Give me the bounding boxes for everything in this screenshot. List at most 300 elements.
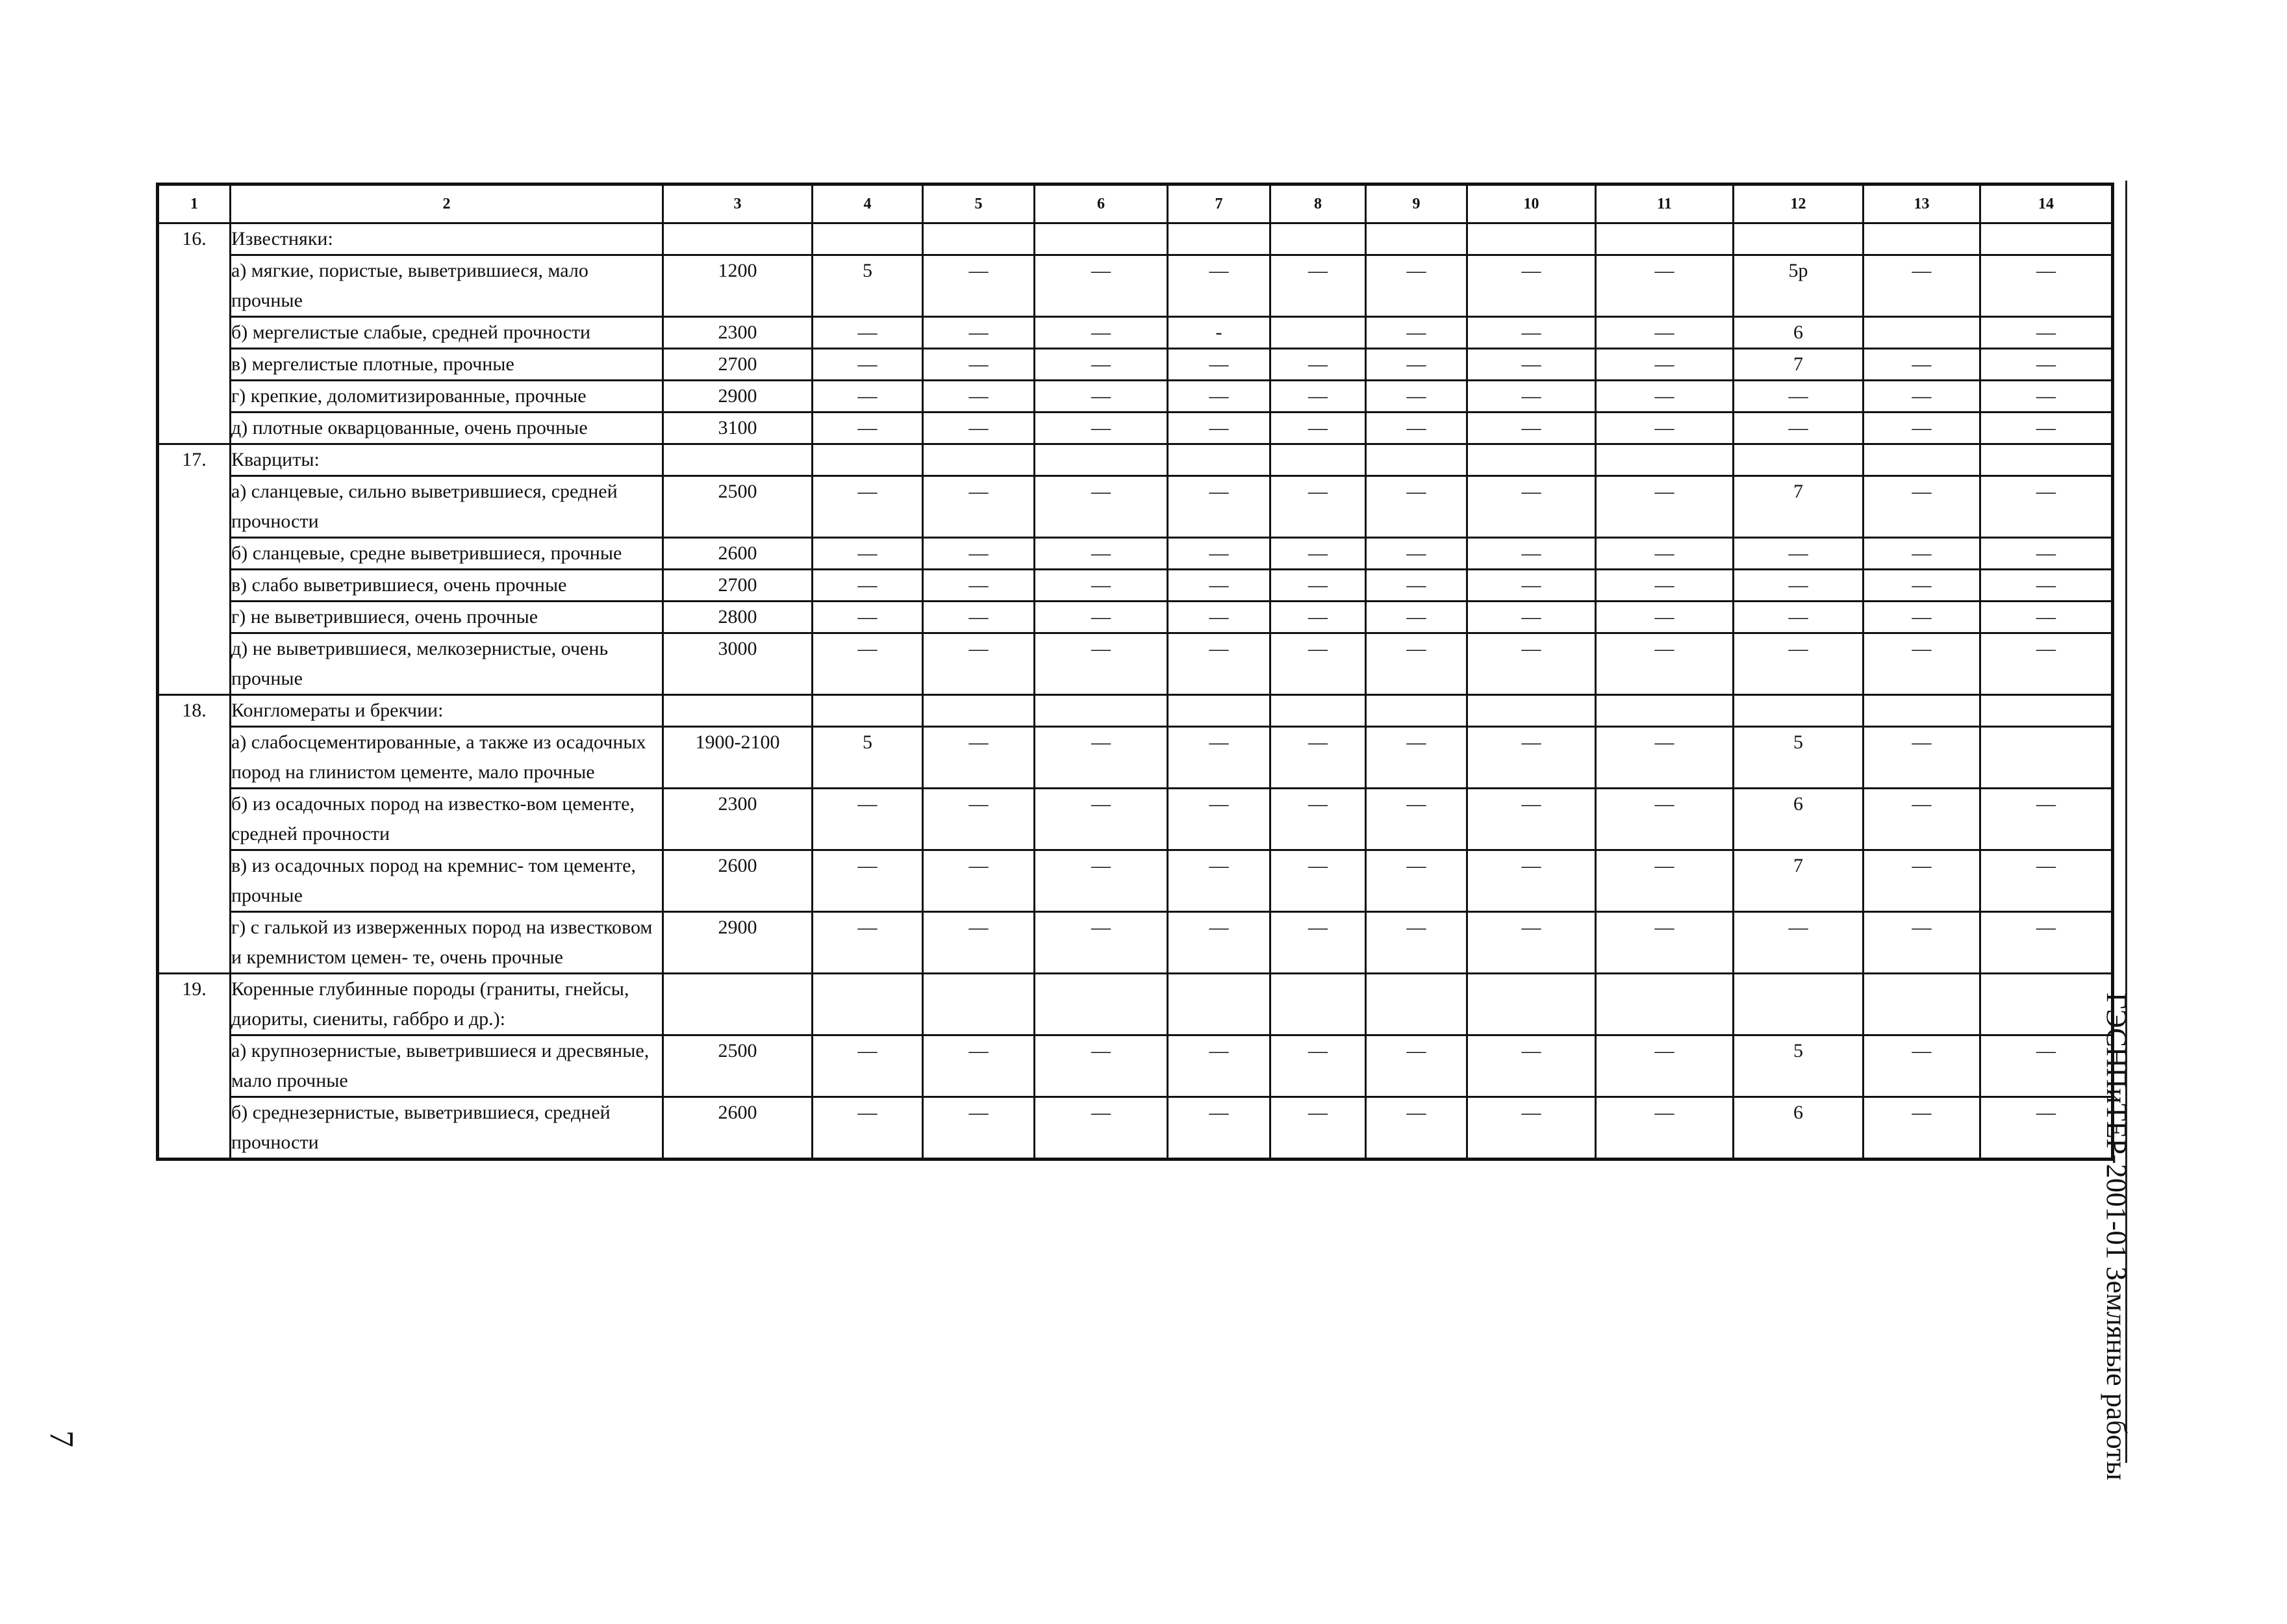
row-cell: — [1980,538,2113,570]
column-header: 13 [1864,184,1980,223]
row-cell [1864,317,1980,349]
group-title-row [158,444,2113,476]
row-cell: - [1168,317,1270,349]
row-cell: — [1467,349,1596,381]
empty-cell [813,974,923,1035]
row-cell: — [1035,912,1168,974]
row-cell: — [1168,1035,1270,1097]
empty-cell [1467,444,1596,476]
row-density: 2900 [663,381,813,412]
row-cell: — [1270,602,1366,633]
empty-cell [1366,974,1467,1035]
row-density: 2300 [663,789,813,850]
row-cell: — [923,317,1035,349]
row-cell: — [813,1035,923,1097]
row-cell: — [1864,727,1980,789]
row-density: 3100 [663,412,813,444]
row-cell: — [1596,602,1734,633]
row-cell: — [1270,476,1366,538]
row-cell: — [1270,381,1366,412]
empty-cell [1168,974,1270,1035]
table-row [158,727,2113,789]
row-cell: — [1168,633,1270,695]
table-row [158,570,2113,602]
row-cell: — [1270,789,1366,850]
row-cell: — [1366,255,1467,317]
row-cell: — [1596,850,1734,912]
row-description: г) с галькой из изверженных пород на известковом и кремнистом цемен- те, очень прочные [231,912,663,974]
row-cell: — [1366,602,1467,633]
empty-cell [1980,974,2113,1035]
row-cell: — [1168,381,1270,412]
column-header: 5 [923,184,1035,223]
row-cell: — [1864,1035,1980,1097]
row-cell: — [1035,476,1168,538]
empty-cell [1366,695,1467,727]
row-cell: — [1366,912,1467,974]
empty-cell [1980,444,2113,476]
empty-cell [1734,974,1864,1035]
row-cell: — [1366,349,1467,381]
row-description: а) сланцевые, сильно выветрившиеся, средней прочности [231,476,663,538]
group-number: 19. [158,974,231,1160]
empty-cell [1035,695,1168,727]
row-cell: — [1467,317,1596,349]
group-title: Конгломераты и брекчии: [231,695,663,727]
row-cell: — [1596,538,1734,570]
row-cell: — [1035,317,1168,349]
row-cell: — [813,570,923,602]
row-cell: — [1467,255,1596,317]
row-cell: — [1864,633,1980,695]
table-row [158,349,2113,381]
empty-cell [1596,223,1734,255]
row-cell: 5р [1734,255,1864,317]
row-description: б) мергелистые слабые, средней прочности [231,317,663,349]
row-cell: — [1035,349,1168,381]
column-header: 7 [1168,184,1270,223]
row-cell: — [1596,381,1734,412]
row-cell: — [1035,602,1168,633]
row-cell: — [1366,412,1467,444]
row-cell: — [1168,1097,1270,1160]
column-header: 9 [1366,184,1467,223]
empty-cell [1035,974,1168,1035]
row-cell: — [1467,789,1596,850]
row-cell: — [1596,1097,1734,1160]
row-cell: — [1596,349,1734,381]
empty-cell [923,974,1035,1035]
row-description: в) из осадочных пород на кремнис- том цементе, прочные [231,850,663,912]
row-cell: — [813,850,923,912]
column-header: 11 [1596,184,1734,223]
empty-cell [923,444,1035,476]
row-cell: — [1734,412,1864,444]
row-description: а) крупнозернистые, выветрившиеся и дресвяные, мало прочные [231,1035,663,1097]
row-cell: — [923,850,1035,912]
row-cell: — [813,412,923,444]
row-cell: — [1596,727,1734,789]
row-cell: — [813,1097,923,1160]
row-cell: — [1035,789,1168,850]
row-cell: — [923,538,1035,570]
row-cell: — [1864,476,1980,538]
row-cell: — [1467,538,1596,570]
row-description: б) среднезернистые, выветрившиеся, средней прочности [231,1097,663,1160]
row-cell: — [1168,349,1270,381]
table-row [158,381,2113,412]
row-cell: — [1864,381,1980,412]
row-cell: — [1168,570,1270,602]
empty-cell [1596,974,1734,1035]
row-cell: — [923,789,1035,850]
row-cell: — [1467,1035,1596,1097]
table-row [158,602,2113,633]
empty-cell [813,444,923,476]
empty-cell [1467,695,1596,727]
column-header: 3 [663,184,813,223]
row-cell: 7 [1734,349,1864,381]
row-cell: — [1168,255,1270,317]
row-cell: — [1596,570,1734,602]
column-header: 14 [1980,184,2113,223]
empty-cell [1168,695,1270,727]
empty-cell [1734,444,1864,476]
row-cell: — [1366,789,1467,850]
row-cell: 5 [813,727,923,789]
row-cell: — [923,912,1035,974]
row-cell: — [1864,538,1980,570]
row-cell: — [1168,602,1270,633]
row-cell: — [1980,850,2113,912]
empty-cell [1980,695,2113,727]
row-cell: 5 [1734,727,1864,789]
table-row [158,412,2113,444]
row-cell: — [1270,633,1366,695]
empty-cell [1864,223,1980,255]
row-cell: — [1270,1097,1366,1160]
empty-cell [813,223,923,255]
row-cell: — [813,912,923,974]
header-row [158,184,2113,223]
row-cell: — [1596,789,1734,850]
empty-cell [1864,974,1980,1035]
empty-cell [663,695,813,727]
row-cell: — [1467,727,1596,789]
empty-cell [1864,444,1980,476]
row-cell: — [1980,476,2113,538]
row-cell: — [813,476,923,538]
row-cell: — [923,412,1035,444]
row-density: 2500 [663,476,813,538]
row-cell: — [1864,912,1980,974]
row-cell: — [1864,602,1980,633]
row-cell: — [1734,602,1864,633]
column-header: 4 [813,184,923,223]
row-cell: — [813,633,923,695]
row-cell: — [1366,570,1467,602]
empty-cell [1270,223,1366,255]
page-number: 7 [43,1430,80,1447]
row-cell: — [1168,789,1270,850]
row-cell: — [1734,633,1864,695]
row-cell: — [1035,570,1168,602]
row-cell: — [1035,850,1168,912]
row-cell: — [1734,538,1864,570]
row-cell: — [1035,1035,1168,1097]
row-cell: — [1980,349,2113,381]
row-description: а) слабосцементированные, а также из осадочных пород на глинистом цементе, мало прочные [231,727,663,789]
row-cell: — [1980,255,2113,317]
empty-cell [923,223,1035,255]
row-cell: 5 [813,255,923,317]
row-description: д) не выветрившиеся, мелкозернистые, очень прочные [231,633,663,695]
row-density: 3000 [663,633,813,695]
row-cell: — [1980,602,2113,633]
row-cell: — [1864,255,1980,317]
empty-cell [1035,223,1168,255]
empty-cell [1596,695,1734,727]
column-header: 10 [1467,184,1596,223]
empty-cell [1035,444,1168,476]
empty-cell [1270,444,1366,476]
row-cell: — [1366,1035,1467,1097]
row-cell: — [1035,727,1168,789]
row-cell: — [1596,476,1734,538]
row-cell: — [1596,317,1734,349]
row-description: г) не выветрившиеся, очень прочные [231,602,663,633]
row-cell: — [1467,633,1596,695]
row-cell: — [1864,349,1980,381]
row-cell: — [1168,412,1270,444]
table-row [158,1097,2113,1160]
row-cell: — [923,476,1035,538]
group-number: 18. [158,695,231,974]
table-row [158,633,2113,695]
table-row [158,850,2113,912]
empty-cell [1980,223,2113,255]
row-cell: — [1980,381,2113,412]
table-row [158,1035,2113,1097]
row-cell: — [813,789,923,850]
row-cell: — [1366,317,1467,349]
row-description: г) крепкие, доломитизированные, прочные [231,381,663,412]
row-cell: — [1980,912,2113,974]
row-cell: — [1596,1035,1734,1097]
row-cell: — [923,349,1035,381]
row-cell: — [1270,570,1366,602]
row-density: 2600 [663,538,813,570]
row-cell: — [813,538,923,570]
table-row [158,912,2113,974]
row-cell: — [1270,538,1366,570]
row-cell: — [1864,789,1980,850]
row-cell: — [1467,912,1596,974]
group-title-row [158,695,2113,727]
row-cell: — [1864,570,1980,602]
row-cell: — [1734,381,1864,412]
empty-cell [1596,444,1734,476]
row-cell: — [1467,381,1596,412]
row-description: в) мергелистые плотные, прочные [231,349,663,381]
row-description: д) плотные окварцованные, очень прочные [231,412,663,444]
row-cell: — [1864,850,1980,912]
row-cell: — [923,1035,1035,1097]
row-cell: — [1596,633,1734,695]
group-title-row [158,974,2113,1035]
row-density: 2600 [663,850,813,912]
row-cell: — [1467,1097,1596,1160]
row-density: 2900 [663,912,813,974]
group-title-row [158,223,2113,255]
row-cell: — [1734,570,1864,602]
empty-cell [1270,974,1366,1035]
group-title: Коренные глубинные породы (граниты, гнейсы, диориты, сиениты, габбро и др.): [231,974,663,1035]
empty-cell [1864,695,1980,727]
row-cell: — [1980,633,2113,695]
empty-cell [1270,695,1366,727]
group-title: Известняки: [231,223,663,255]
row-cell: — [1467,850,1596,912]
row-cell: — [1366,850,1467,912]
row-density: 2300 [663,317,813,349]
table-body [158,184,2113,1160]
column-header: 2 [231,184,663,223]
row-cell: — [1168,850,1270,912]
row-cell: 6 [1734,789,1864,850]
row-cell: — [1734,912,1864,974]
row-cell: — [923,602,1035,633]
empty-cell [1467,223,1596,255]
group-number: 16. [158,223,231,444]
row-cell: — [1980,570,2113,602]
row-cell: — [1270,1035,1366,1097]
empty-cell [1467,974,1596,1035]
column-header: 1 [158,184,231,223]
row-cell [1980,727,2113,789]
row-density: 2700 [663,570,813,602]
empty-cell [813,695,923,727]
empty-cell [1734,695,1864,727]
empty-cell [663,444,813,476]
row-cell: 6 [1734,317,1864,349]
row-cell: — [813,602,923,633]
row-cell: — [1270,727,1366,789]
row-cell: — [1168,538,1270,570]
row-cell: — [1596,912,1734,974]
row-cell: — [1467,570,1596,602]
row-cell: — [1270,349,1366,381]
row-cell: — [1366,476,1467,538]
row-density: 2800 [663,602,813,633]
row-cell: — [1270,412,1366,444]
column-header: 6 [1035,184,1168,223]
row-cell: — [1035,412,1168,444]
group-title: Кварциты: [231,444,663,476]
row-cell: — [1980,1035,2113,1097]
row-cell: 6 [1734,1097,1864,1160]
row-cell: — [923,570,1035,602]
row-description: в) слабо выветрившиеся, очень прочные [231,570,663,602]
row-density: 2500 [663,1035,813,1097]
empty-cell [1168,223,1270,255]
row-density: 1200 [663,255,813,317]
row-cell: 7 [1734,850,1864,912]
row-cell: — [1168,912,1270,974]
row-cell: — [1467,602,1596,633]
group-number: 17. [158,444,231,695]
row-cell: — [923,727,1035,789]
row-cell: — [1980,412,2113,444]
norms-table [156,183,2114,1161]
table-row [158,317,2113,349]
row-cell: 5 [1734,1035,1864,1097]
column-header: 12 [1734,184,1864,223]
row-cell: — [1366,633,1467,695]
row-cell: — [813,317,923,349]
table-row [158,538,2113,570]
row-cell: — [1035,633,1168,695]
row-cell: — [1035,1097,1168,1160]
row-cell: — [1980,1097,2113,1160]
row-cell: — [1035,255,1168,317]
row-cell: — [1864,412,1980,444]
row-cell: — [1270,255,1366,317]
empty-cell [1734,223,1864,255]
row-description: б) из осадочных пород на известко-вом цементе, средней прочности [231,789,663,850]
row-cell: — [1980,789,2113,850]
row-cell: — [1596,412,1734,444]
row-cell: — [1035,381,1168,412]
row-cell [1270,317,1366,349]
row-cell: — [1366,1097,1467,1160]
empty-cell [663,223,813,255]
row-cell: — [923,381,1035,412]
row-cell: — [1864,1097,1980,1160]
row-cell: — [813,381,923,412]
row-cell: — [1035,538,1168,570]
table-row [158,255,2113,317]
table-row [158,789,2113,850]
empty-cell [663,974,813,1035]
row-cell: — [923,633,1035,695]
row-cell: — [1168,476,1270,538]
row-cell: — [1270,912,1366,974]
row-density: 2700 [663,349,813,381]
row-cell: — [1596,255,1734,317]
row-description: а) мягкие, пористые, выветрившиеся, мало прочные [231,255,663,317]
row-cell: — [1270,850,1366,912]
empty-cell [1366,444,1467,476]
empty-cell [923,695,1035,727]
row-cell: — [1366,538,1467,570]
row-cell: — [1467,412,1596,444]
row-cell: — [1168,727,1270,789]
row-cell: — [1366,381,1467,412]
row-cell: — [1467,476,1596,538]
row-cell: — [813,349,923,381]
row-cell: — [1980,317,2113,349]
empty-cell [1366,223,1467,255]
row-cell: 7 [1734,476,1864,538]
row-density: 2600 [663,1097,813,1160]
row-description: б) сланцевые, средне выветрившиеся, прочные [231,538,663,570]
row-density: 1900-2100 [663,727,813,789]
row-cell: — [923,255,1035,317]
row-cell: — [923,1097,1035,1160]
side-title: ГЭСНПиТЕР-2001-01 Земляные работы [2101,993,2132,1480]
column-header: 8 [1270,184,1366,223]
